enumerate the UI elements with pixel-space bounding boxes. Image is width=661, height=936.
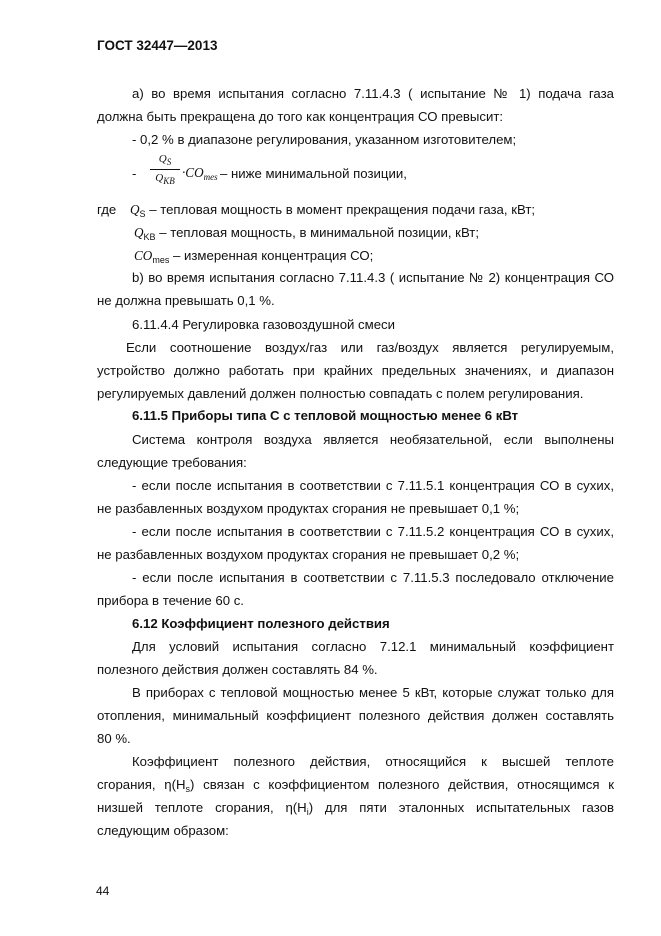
section-6-12-p2-line2: отопления, минимальный коэффициент полезного действия должен составлять: [97, 708, 614, 723]
def-comes-text: – измеренная концентрация СО;: [169, 248, 374, 263]
fraction-bar: [150, 169, 180, 170]
section-6-11-5-line2: следующие требования:: [97, 455, 247, 470]
def-qs-sub: S: [139, 209, 146, 219]
eta-hi-sub: i: [306, 807, 309, 817]
eta-hs-sub: s: [185, 784, 191, 794]
def-qs-text: – тепловая мощность в момент прекращения подачи газа, кВт;: [145, 202, 536, 217]
section-6-11-5-line1: Система контроля воздуха является необязательной, если выполнены: [132, 432, 614, 447]
section-6-12-p3-line3: [97, 800, 614, 820]
list-item-2-dash: -: [132, 166, 137, 181]
bullet-2-line2: не разбавленных воздухом продуктах сгорания не превышает 0,2 %;: [97, 547, 520, 562]
formula-dot: ·: [182, 165, 186, 180]
def-qkb-symbol: Q: [134, 225, 144, 240]
formula-denominator: Q: [155, 172, 164, 184]
def-comes-symbol: CO: [134, 248, 153, 263]
formula-denominator-sub: KB: [163, 176, 175, 186]
bullet-1-line1: - если после испытания в соответствии с 7.11.5.1 концентрация СО в сухих,: [132, 478, 614, 493]
page-number: 44: [96, 884, 110, 898]
section-6-11-4-4-line3: регулируемых давлений должен полностью совпадать с полем регулирования.: [97, 386, 584, 401]
list-item-2-text: – ниже минимальной позиции,: [220, 166, 407, 181]
paragraph-b-line2: не должна превышать 0,1 %.: [97, 293, 275, 308]
formula-fraction: [150, 153, 180, 186]
section-6-11-5-heading: 6.11.5 Приборы типа С с тепловой мощностью менее 6 кВт: [132, 408, 519, 423]
def-qkb-text: – тепловая мощность, в минимальной позиции, кВт;: [155, 225, 480, 240]
section-6-11-4-4-line2: устройство должно работать при крайних предельных значениях, и диапазон: [97, 363, 614, 378]
list-item-1: - 0,2 % в диапазоне регулирования, указанном изготовителем;: [132, 132, 517, 147]
section-6-12-p3-line1: Коэффициент полезного действия, относящийся к высшей теплоте: [132, 754, 614, 769]
section-6-12-p1-line2: полезного действия должен составлять 84 %.: [97, 662, 378, 677]
bullet-3-line2: прибора в течение 60 с.: [97, 593, 244, 608]
eta-hs-rest: ) связан с коэффициентом полезного действия, относящимся к: [190, 777, 614, 792]
section-6-12-p1-line1: Для условий испытания согласно 7.12.1 минимальный коэффициент: [132, 639, 614, 654]
bullet-3-line1: - если после испытания в соответствии с 7.11.5.3 последовало отключение: [132, 570, 614, 585]
formula-numerator-sub: S: [166, 157, 172, 167]
formula-co-sub: mes: [203, 172, 218, 182]
def-qkb-sub: KB: [143, 232, 156, 242]
document-header: ГОСТ 32447—2013: [97, 38, 218, 53]
section-6-12-p2-line3: 80 %.: [97, 731, 131, 746]
formula-co: [182, 165, 218, 185]
section-6-11-4-4-line1: Если соотношение воздух/газ или газ/воздух является регулируемым,: [126, 340, 614, 355]
section-6-12-p3-line4: следующим образом:: [97, 823, 229, 838]
paragraph-a-line2: должна быть прекращена до того как концентрация СО превысит:: [97, 109, 504, 124]
where-label: где: [97, 202, 117, 217]
paragraph-a-line1: а) во время испытания согласно 7.11.4.3 ( испытание № 1) подача газа: [132, 86, 614, 101]
def-qs-symbol: Q: [130, 202, 140, 217]
def-comes-sub: mes: [152, 255, 170, 265]
eta-hi-rest: ) для пяти эталонных испытательных газов: [308, 800, 614, 815]
definition-comes: [134, 248, 373, 268]
section-6-12-p2-line1: В приборах с тепловой мощностью менее 5 кВт, которые служат только для: [132, 685, 614, 700]
formula-co-symbol: CO: [185, 165, 204, 180]
section-6-11-4-4-heading: 6.11.4.4 Регулировка газовоздушной смеси: [132, 317, 396, 332]
eta-hs-text: сгорания, η(H: [97, 777, 186, 792]
section-6-12-p3-line2: [97, 777, 614, 797]
section-6-12-heading: 6.12 Коэффициент полезного действия: [132, 616, 390, 631]
bullet-1-line2: не разбавленных воздухом продуктах сгорания не превышает 0,1 %;: [97, 501, 520, 516]
formula-numerator: Q: [158, 153, 167, 165]
definition-qs: [130, 202, 535, 222]
definition-qkb: [134, 225, 479, 245]
eta-hi-text: низшей теплоте сгорания, η(H: [97, 800, 307, 815]
bullet-2-line1: - если после испытания в соответствии с 7.11.5.2 концентрация СО в сухих,: [132, 524, 614, 539]
paragraph-b-line1: b) во время испытания согласно 7.11.4.3 ( испытание № 2) концентрация СО: [132, 270, 614, 285]
